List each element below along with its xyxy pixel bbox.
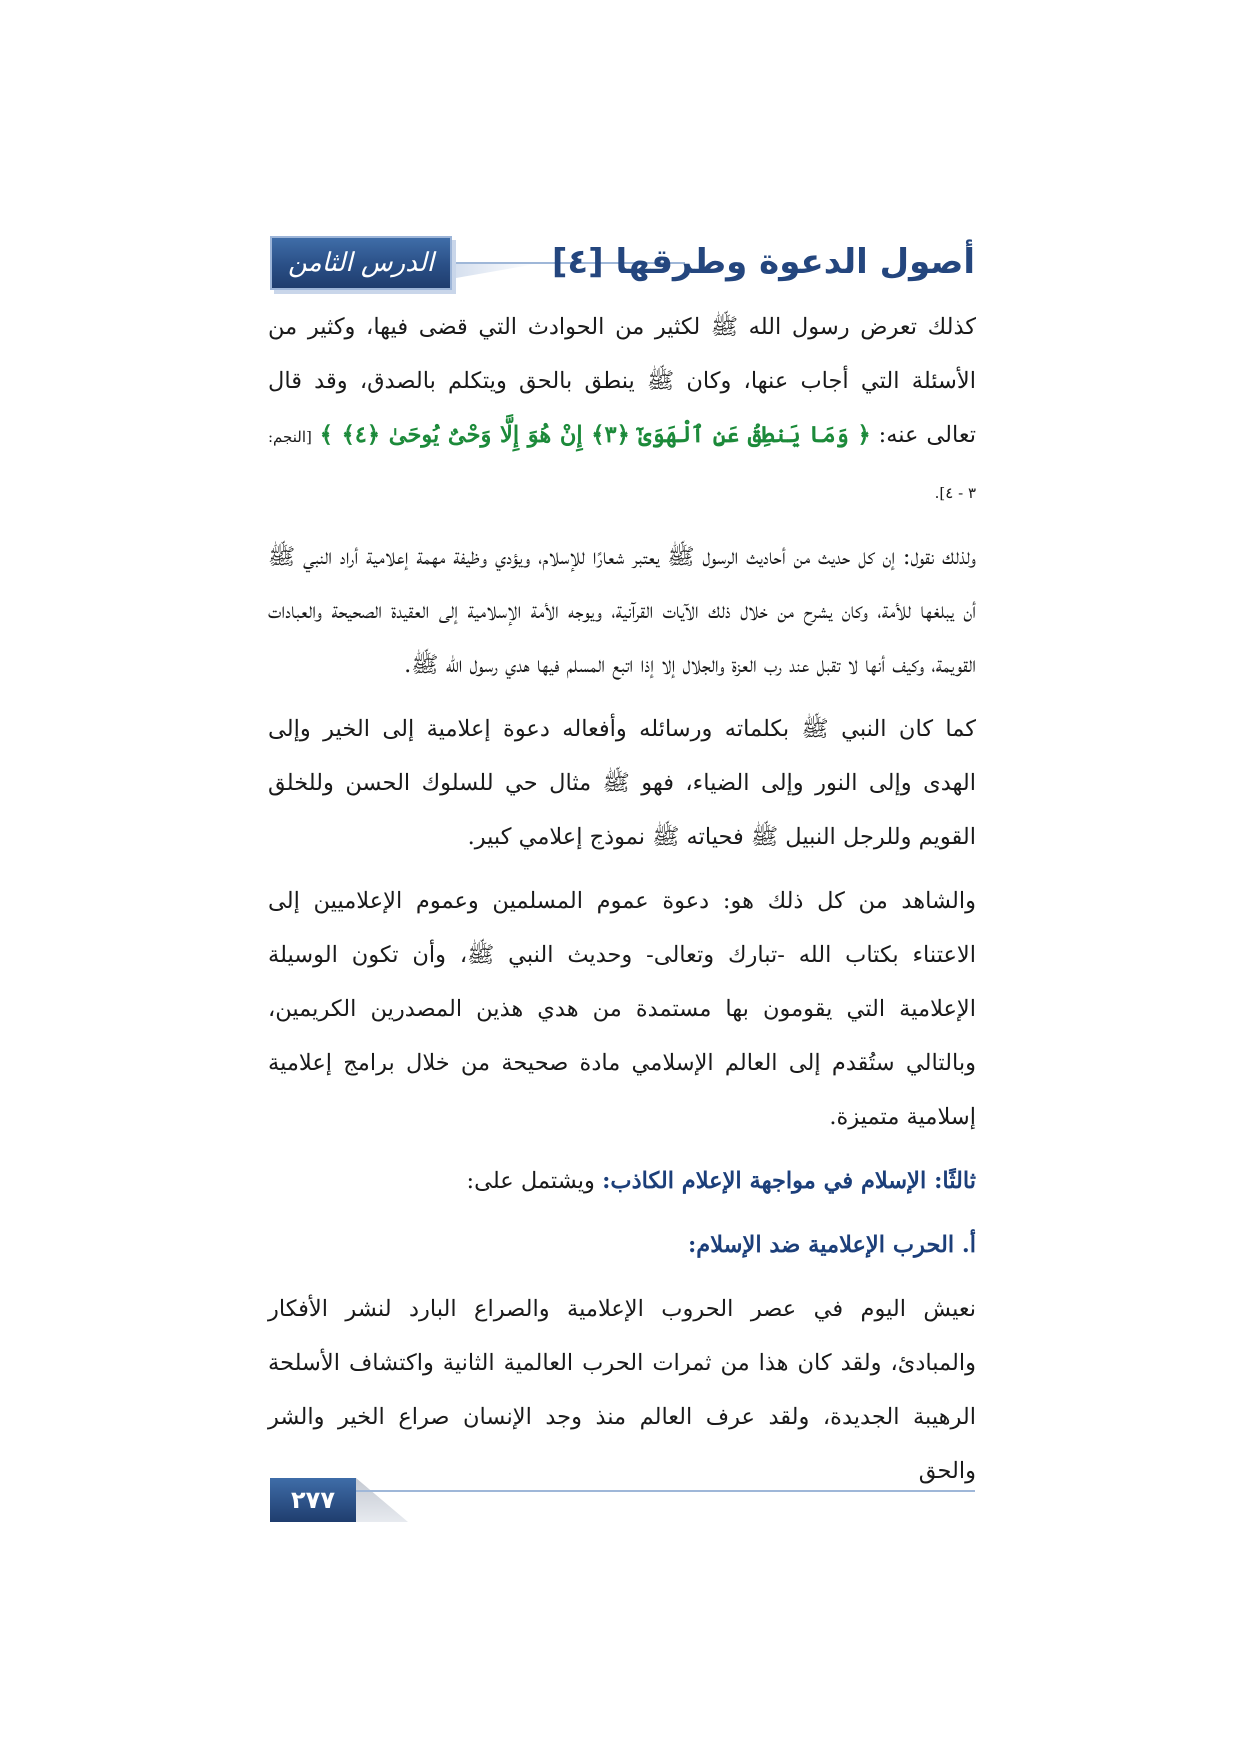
paragraph-1-text: كذلك تعرض رسول الله ﷺ لكثير من الحوادث التي قضى فيها، وكثير من الأسئلة التي أجاب عنها، وكان ﷺ ينطق بالحق ويتكلم بالصدق، وقد قال تعالى عنه: bbox=[268, 314, 976, 448]
footer-rule bbox=[356, 1490, 975, 1492]
lesson-label: الدرس الثامن bbox=[288, 248, 434, 278]
paragraph-6: نعيش اليوم في عصر الحروب الإعلامية والصراع البارد لنشر الأفكار والمبادئ، ولقد كان هذا من ثمرات الحرب العالمية الثانية واكتشاف الأسلحة الرهيبة الجديدة، ولقد عرف العالم منذ وجد الإنسان صراع الخير والشر والحق bbox=[268, 1296, 976, 1484]
quran-verse: ﴿ وَمَا يَنطِقُ عَنِ ٱلْهَوَىٰٓ ﴿٣﴾ إِنْ هُوَ إِلَّا وَحْىٌ يُوحَىٰ ﴿٤﴾ ﴾ bbox=[319, 422, 871, 448]
paragraph-5 bbox=[268, 1154, 976, 1208]
page-number: ٢٧٧ bbox=[291, 1486, 335, 1514]
book-title: أصول الدعوة وطرقها [٤] bbox=[551, 242, 975, 282]
page-number-badge bbox=[270, 1478, 356, 1522]
section-heading: ثالثًا: الإسلام في مواجهة الإعلام الكاذب: bbox=[602, 1168, 976, 1194]
page-header bbox=[270, 232, 975, 296]
paragraph-4: والشاهد من كل ذلك هو: دعوة عموم المسلمين وعموم الإعلاميين إلى الاعتناء بكتاب الله -تبارك وتعالى- وحديث النبي ﷺ، وأن تكون الوسيلة الإعلامية التي يقومون بها مستمدة من هدي هذين المصدرين الكريمين، وبالتالي ستُقدم إلى العالم الإسلامي مادة صحيحة من خلال برامج إعلامية إسلامية متميزة. bbox=[268, 888, 976, 1130]
paragraph-2: ولذلك نقول: إن كل حديث من أحاديث الرسول ﷺ يعتبر شعارًا للإسلام، ويؤدي وظيفة مهمة إعلامية أراد النبي ﷺ أن يبلغها للأمة، وكان يشرح من خلال ذلك الآيات القرآنية، ويوجه الأمة الإسلامية إلى العقيدة الصحيحة والعبادات القويمة، وكيف أنها لا تقبل عند رب العزة والجلال إلا إذا اتبع المسلم فيها هدي رسول الله ﷺ. bbox=[268, 544, 976, 678]
lesson-badge bbox=[270, 236, 452, 290]
footer-shadow bbox=[356, 1478, 408, 1522]
paragraph-1 bbox=[268, 300, 976, 520]
section-intro: ويشتمل على: bbox=[466, 1168, 595, 1194]
page-body bbox=[268, 300, 976, 1508]
page-footer bbox=[270, 1478, 975, 1538]
paragraph-3: كما كان النبي ﷺ بكلماته ورسائله وأفعاله دعوة إعلامية إلى الخير وإلى الهدى وإلى النور وإلى الضياء، فهو ﷺ مثال حي للسلوك الحسن وللخلق القويم وللرجل النبيل ﷺ فحياته ﷺ نموذج إعلامي كبير. bbox=[268, 716, 976, 850]
subsection-heading: أ. الحرب الإعلامية ضد الإسلام: bbox=[688, 1232, 976, 1258]
verse-reference: [النجم: ٣ - ٤]. bbox=[268, 428, 976, 502]
header-rule-shadow bbox=[456, 264, 536, 278]
